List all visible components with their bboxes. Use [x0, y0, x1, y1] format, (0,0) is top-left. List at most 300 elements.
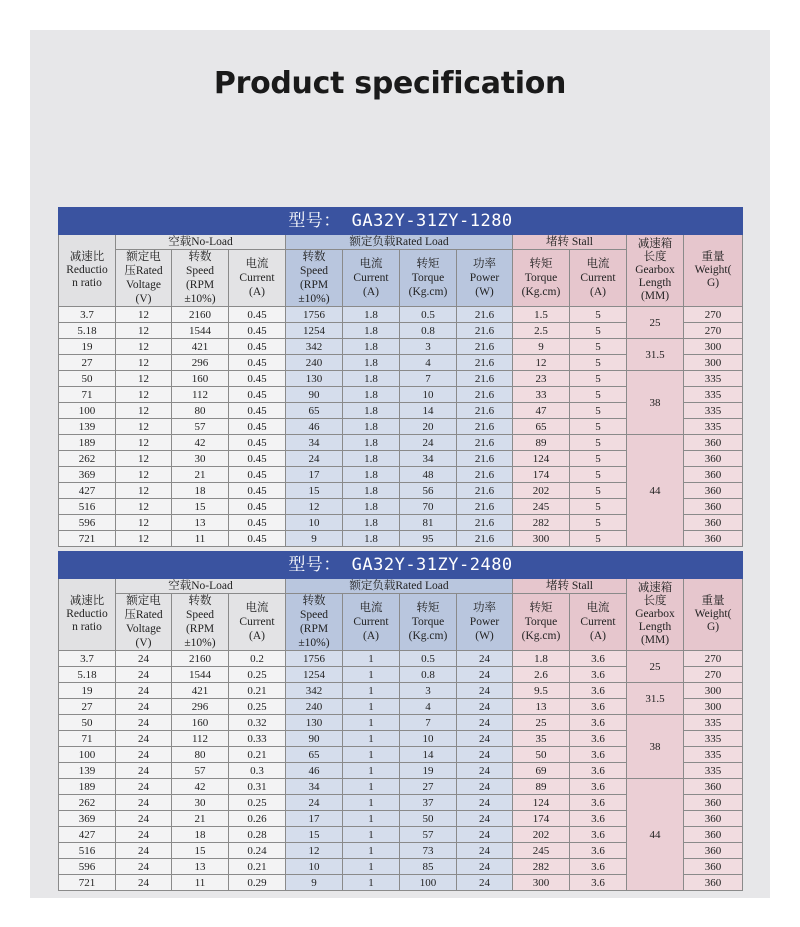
rated-torque-cell: 3 [400, 683, 457, 699]
no-load-speed-cell: 296 [172, 699, 229, 715]
stall-torque-header [513, 250, 570, 307]
table-row [59, 435, 743, 451]
rated-torque-cell: 37 [400, 795, 457, 811]
gearbox-length-cell: 31.5 [627, 339, 684, 371]
stall-torque-header-line: Torque [524, 272, 558, 284]
no-load-speed-cell: 2160 [172, 307, 229, 323]
rated-torque-cell: 95 [400, 531, 457, 547]
rated-speed-cell: 130 [286, 371, 343, 387]
weight-cell: 300 [684, 683, 743, 699]
rated-power-cell: 21.6 [457, 323, 513, 339]
reduction-ratio-cell: 427 [59, 483, 116, 499]
no-load-speed-cell: 112 [172, 731, 229, 747]
no-load-current-cell: 0.45 [229, 467, 286, 483]
weight-cell: 360 [684, 467, 743, 483]
table-row [59, 371, 743, 387]
rated-speed-cell: 342 [286, 339, 343, 355]
weight-cell: 335 [684, 763, 743, 779]
table-row [59, 715, 743, 731]
rated-voltage-header-line: 压Rated [124, 609, 163, 621]
rated-torque-cell: 24 [400, 435, 457, 451]
stall-torque-cell: 35 [513, 731, 570, 747]
rated-current-cell: 1 [343, 683, 400, 699]
reduction-ratio-header-line: Reductio [66, 264, 108, 276]
weight-cell: 335 [684, 419, 743, 435]
weight-cell: 360 [684, 435, 743, 451]
rated-power-cell: 21.6 [457, 339, 513, 355]
reduction-ratio-cell: 71 [59, 731, 116, 747]
table-row [59, 683, 743, 699]
rated-speed-cell: 9 [286, 531, 343, 547]
rated-torque-header [400, 594, 457, 651]
rated-speed-header-line: 转数 [302, 595, 326, 607]
rated-voltage-header-line: 压Rated [124, 265, 163, 277]
no-load-speed-header-line: ±10%) [184, 637, 216, 649]
rated-speed-header-line: Speed [299, 265, 329, 277]
no-load-current-cell: 0.45 [229, 371, 286, 387]
no-load-speed-cell: 13 [172, 515, 229, 531]
rated-current-header-line: (A) [363, 630, 379, 642]
stall-current-cell: 5 [570, 323, 627, 339]
rated-torque-cell: 56 [400, 483, 457, 499]
rated-voltage-cell: 12 [116, 355, 172, 371]
rated-speed-header [286, 594, 343, 651]
stall-torque-cell: 174 [513, 467, 570, 483]
rated-voltage-cell: 24 [116, 843, 172, 859]
rated-speed-cell: 34 [286, 779, 343, 795]
no-load-speed-cell: 296 [172, 355, 229, 371]
rated-speed-header-line: (RPM [299, 279, 329, 291]
rated-voltage-cell: 12 [116, 483, 172, 499]
reduction-ratio-cell: 516 [59, 499, 116, 515]
rated-current-cell: 1 [343, 859, 400, 875]
rated-current-cell: 1.8 [343, 371, 400, 387]
rated-voltage-cell: 24 [116, 715, 172, 731]
rated-voltage-header [116, 594, 172, 651]
rated-speed-cell: 240 [286, 699, 343, 715]
stall-torque-cell: 1.8 [513, 651, 570, 667]
stall-group-header: 堵转 Stall [513, 579, 627, 594]
reduction-ratio-cell: 139 [59, 419, 116, 435]
rated-current-cell: 1.8 [343, 355, 400, 371]
rated-power-cell: 21.6 [457, 435, 513, 451]
rated-power-cell: 21.6 [457, 451, 513, 467]
stall-torque-header [513, 594, 570, 651]
stall-current-cell: 5 [570, 419, 627, 435]
rated-current-cell: 1.8 [343, 339, 400, 355]
weight-cell: 335 [684, 371, 743, 387]
stall-torque-cell: 300 [513, 531, 570, 547]
rated-speed-cell: 24 [286, 795, 343, 811]
no-load-speed-cell: 160 [172, 371, 229, 387]
weight-cell: 270 [684, 323, 743, 339]
stall-current-cell: 3.6 [570, 827, 627, 843]
weight-cell: 360 [684, 483, 743, 499]
stall-torque-cell: 174 [513, 811, 570, 827]
gearbox-length-cell: 38 [627, 371, 684, 435]
rated-power-cell: 21.6 [457, 355, 513, 371]
rated-power-cell: 24 [457, 747, 513, 763]
weight-cell: 360 [684, 531, 743, 547]
stall-current-cell: 5 [570, 403, 627, 419]
rated-current-cell: 1 [343, 747, 400, 763]
rated-power-cell: 21.6 [457, 371, 513, 387]
rated-speed-header [286, 250, 343, 307]
rated-torque-cell: 4 [400, 699, 457, 715]
reduction-ratio-cell: 50 [59, 371, 116, 387]
reduction-ratio-header-line: Reductio [66, 608, 108, 620]
no-load-current-cell: 0.45 [229, 515, 286, 531]
weight-cell: 335 [684, 387, 743, 403]
stall-current-cell: 5 [570, 467, 627, 483]
stall-torque-header-line: 转矩 [529, 602, 553, 614]
gearbox-length-header-line: (MM) [640, 290, 670, 302]
rated-power-cell: 24 [457, 715, 513, 731]
rated-current-cell: 1.8 [343, 499, 400, 515]
reduction-ratio-cell: 189 [59, 779, 116, 795]
rated-voltage-cell: 12 [116, 307, 172, 323]
gearbox-length-header [627, 235, 684, 307]
no-load-current-cell: 0.25 [229, 667, 286, 683]
spec-table-2480 [58, 551, 743, 891]
rated-speed-cell: 46 [286, 419, 343, 435]
reduction-ratio-cell: 596 [59, 515, 116, 531]
no-load-speed-cell: 15 [172, 843, 229, 859]
rated-power-cell: 24 [457, 731, 513, 747]
rated-torque-header-line: 转矩 [416, 258, 440, 270]
rated-current-header [343, 594, 400, 651]
rated-voltage-header-line: Voltage [126, 623, 161, 635]
rated-torque-cell: 0.8 [400, 667, 457, 683]
gearbox-length-cell: 25 [627, 307, 684, 339]
rated-speed-cell: 1756 [286, 651, 343, 667]
gearbox-length-header-line: Length [638, 277, 672, 289]
rated-load-group-header: 额定负载Rated Load [286, 235, 513, 250]
no-load-current-cell: 0.28 [229, 827, 286, 843]
stall-current-cell: 5 [570, 483, 627, 499]
no-load-current-header-line: Current [239, 616, 275, 628]
no-load-current-cell: 0.25 [229, 699, 286, 715]
no-load-speed-header [172, 250, 229, 307]
rated-torque-header [400, 250, 457, 307]
rated-power-cell: 24 [457, 763, 513, 779]
rated-torque-cell: 27 [400, 779, 457, 795]
rated-torque-cell: 10 [400, 731, 457, 747]
rated-voltage-cell: 24 [116, 779, 172, 795]
weight-header [684, 579, 743, 651]
rated-speed-cell: 15 [286, 483, 343, 499]
rated-power-cell: 24 [457, 667, 513, 683]
stall-torque-cell: 89 [513, 435, 570, 451]
rated-speed-cell: 1254 [286, 323, 343, 339]
rated-speed-cell: 9 [286, 875, 343, 891]
rated-voltage-cell: 12 [116, 515, 172, 531]
rated-voltage-cell: 24 [116, 683, 172, 699]
reduction-ratio-header-line: n ratio [72, 277, 102, 289]
rated-torque-header-line: (Kg.cm) [408, 286, 448, 298]
gearbox-length-header-line: 长度 [643, 595, 667, 607]
rated-torque-header-line: Torque [411, 272, 445, 284]
rated-current-cell: 1.8 [343, 483, 400, 499]
reduction-ratio-cell: 516 [59, 843, 116, 859]
reduction-ratio-header-line: n ratio [72, 621, 102, 633]
stall-torque-cell: 282 [513, 515, 570, 531]
stall-torque-cell: 47 [513, 403, 570, 419]
rated-torque-cell: 70 [400, 499, 457, 515]
no-load-speed-header [172, 594, 229, 651]
reduction-ratio-cell: 3.7 [59, 307, 116, 323]
stall-torque-header-line: 转矩 [529, 258, 553, 270]
no-load-current-cell: 0.45 [229, 499, 286, 515]
stall-torque-cell: 124 [513, 795, 570, 811]
no-load-speed-cell: 421 [172, 683, 229, 699]
stall-torque-cell: 1.5 [513, 307, 570, 323]
rated-torque-cell: 57 [400, 827, 457, 843]
reduction-ratio-cell: 71 [59, 387, 116, 403]
stall-torque-cell: 25 [513, 715, 570, 731]
reduction-ratio-cell: 427 [59, 827, 116, 843]
reduction-ratio-cell: 19 [59, 683, 116, 699]
rated-power-cell: 24 [457, 875, 513, 891]
weight-cell: 360 [684, 859, 743, 875]
no-load-speed-header-line: 转数 [188, 595, 212, 607]
rated-power-cell: 24 [457, 843, 513, 859]
table-row [59, 307, 743, 323]
rated-torque-cell: 0.5 [400, 651, 457, 667]
stall-current-header-line: 电流 [586, 602, 610, 614]
rated-speed-cell: 46 [286, 763, 343, 779]
no-load-speed-header-line: (RPM [185, 623, 215, 635]
stall-current-cell: 5 [570, 307, 627, 323]
rated-voltage-header [116, 250, 172, 307]
gearbox-length-header-line: Length [638, 621, 672, 633]
stall-current-cell: 3.6 [570, 779, 627, 795]
gearbox-length-header-line: Gearbox [635, 264, 675, 276]
no-load-current-cell: 0.45 [229, 403, 286, 419]
rated-voltage-cell: 24 [116, 667, 172, 683]
reduction-ratio-cell: 721 [59, 875, 116, 891]
no-load-current-cell: 0.2 [229, 651, 286, 667]
stall-torque-cell: 282 [513, 859, 570, 875]
no-load-speed-cell: 42 [172, 779, 229, 795]
reduction-ratio-cell: 27 [59, 355, 116, 371]
reduction-ratio-cell: 3.7 [59, 651, 116, 667]
rated-voltage-cell: 24 [116, 747, 172, 763]
rated-current-header-line: 电流 [359, 258, 383, 270]
no-load-current-cell: 0.25 [229, 795, 286, 811]
gearbox-length-cell: 38 [627, 715, 684, 779]
rated-power-cell: 24 [457, 859, 513, 875]
rated-voltage-header-line: (V) [135, 637, 152, 649]
rated-power-header [457, 594, 513, 651]
no-load-current-cell: 0.21 [229, 683, 286, 699]
stall-torque-cell: 245 [513, 499, 570, 515]
reduction-ratio-cell: 100 [59, 747, 116, 763]
stall-current-cell: 3.6 [570, 795, 627, 811]
rated-load-group-header: 额定负载Rated Load [286, 579, 513, 594]
stall-current-cell: 3.6 [570, 875, 627, 891]
weight-cell: 300 [684, 339, 743, 355]
rated-torque-cell: 0.5 [400, 307, 457, 323]
reduction-ratio-header [59, 579, 116, 651]
gearbox-length-cell: 31.5 [627, 683, 684, 715]
rated-power-cell: 24 [457, 827, 513, 843]
weight-cell: 360 [684, 515, 743, 531]
weight-header-line: Weight( [694, 608, 732, 620]
reduction-ratio-header-line: 减速比 [69, 595, 105, 607]
gearbox-length-header [627, 579, 684, 651]
stall-current-cell: 3.6 [570, 715, 627, 731]
no-load-current-cell: 0.3 [229, 763, 286, 779]
weight-cell: 335 [684, 747, 743, 763]
no-load-speed-cell: 15 [172, 499, 229, 515]
rated-torque-cell: 4 [400, 355, 457, 371]
rated-speed-cell: 24 [286, 451, 343, 467]
stall-torque-cell: 13 [513, 699, 570, 715]
stall-current-cell: 5 [570, 339, 627, 355]
rated-voltage-cell: 24 [116, 699, 172, 715]
no-load-speed-header-line: Speed [185, 265, 215, 277]
weight-cell: 270 [684, 307, 743, 323]
reduction-ratio-cell: 369 [59, 811, 116, 827]
rated-speed-cell: 1756 [286, 307, 343, 323]
no-load-speed-header-line: (RPM [185, 279, 215, 291]
weight-header-line: G) [706, 277, 720, 289]
rated-current-cell: 1 [343, 827, 400, 843]
weight-header-line: 重量 [701, 251, 725, 263]
no-load-current-header-line: (A) [249, 630, 265, 642]
rated-voltage-cell: 12 [116, 339, 172, 355]
reduction-ratio-cell: 262 [59, 451, 116, 467]
rated-power-cell: 21.6 [457, 499, 513, 515]
stall-current-cell: 5 [570, 499, 627, 515]
no-load-speed-cell: 1544 [172, 323, 229, 339]
stall-current-header-line: Current [580, 616, 616, 628]
rated-torque-cell: 20 [400, 419, 457, 435]
no-load-speed-cell: 57 [172, 419, 229, 435]
reduction-ratio-header-line: 减速比 [69, 251, 105, 263]
stall-current-cell: 5 [570, 435, 627, 451]
rated-voltage-cell: 24 [116, 811, 172, 827]
rated-voltage-cell: 12 [116, 403, 172, 419]
stall-torque-cell: 12 [513, 355, 570, 371]
stall-current-cell: 5 [570, 387, 627, 403]
rated-power-cell: 21.6 [457, 467, 513, 483]
rated-power-cell: 24 [457, 811, 513, 827]
rated-speed-cell: 1254 [286, 667, 343, 683]
reduction-ratio-cell: 5.18 [59, 323, 116, 339]
rated-torque-cell: 0.8 [400, 323, 457, 339]
stall-torque-header-line: Torque [524, 616, 558, 628]
weight-cell: 270 [684, 651, 743, 667]
no-load-speed-cell: 21 [172, 467, 229, 483]
stall-torque-cell: 245 [513, 843, 570, 859]
no-load-speed-cell: 18 [172, 827, 229, 843]
stall-current-header [570, 250, 627, 307]
rated-current-cell: 1.8 [343, 323, 400, 339]
stall-torque-cell: 69 [513, 763, 570, 779]
no-load-speed-cell: 21 [172, 811, 229, 827]
stall-current-header-line: (A) [590, 630, 606, 642]
rated-current-cell: 1 [343, 763, 400, 779]
no-load-current-cell: 0.21 [229, 859, 286, 875]
stall-current-header-line: (A) [590, 286, 606, 298]
no-load-current-header-line: (A) [249, 286, 265, 298]
rated-torque-cell: 7 [400, 371, 457, 387]
stall-current-cell: 3.6 [570, 651, 627, 667]
stall-current-cell: 3.6 [570, 747, 627, 763]
rated-power-cell: 21.6 [457, 419, 513, 435]
weight-cell: 300 [684, 355, 743, 371]
weight-cell: 335 [684, 715, 743, 731]
rated-speed-cell: 65 [286, 747, 343, 763]
reduction-ratio-cell: 721 [59, 531, 116, 547]
no-load-speed-header-line: ±10%) [184, 293, 216, 305]
rated-voltage-header-line: Voltage [126, 279, 161, 291]
stall-torque-cell: 300 [513, 875, 570, 891]
rated-current-header-line: 电流 [359, 602, 383, 614]
rated-speed-cell: 10 [286, 859, 343, 875]
rated-voltage-cell: 12 [116, 435, 172, 451]
rated-speed-header-line: ±10%) [298, 637, 330, 649]
rated-voltage-cell: 24 [116, 763, 172, 779]
rated-speed-cell: 17 [286, 467, 343, 483]
rated-torque-cell: 7 [400, 715, 457, 731]
table-row [59, 339, 743, 355]
stall-current-cell: 5 [570, 355, 627, 371]
rated-speed-header-line: (RPM [299, 623, 329, 635]
rated-power-cell: 24 [457, 779, 513, 795]
rated-power-cell: 21.6 [457, 531, 513, 547]
no-load-current-cell: 0.26 [229, 811, 286, 827]
reduction-ratio-cell: 27 [59, 699, 116, 715]
reduction-ratio-cell: 139 [59, 763, 116, 779]
rated-current-cell: 1 [343, 875, 400, 891]
stall-torque-cell: 2.5 [513, 323, 570, 339]
stall-torque-header-line: (Kg.cm) [521, 286, 561, 298]
rated-power-header-line: Power [469, 616, 500, 628]
no-load-speed-header-line: 转数 [188, 251, 212, 263]
table-row [59, 779, 743, 795]
weight-cell: 335 [684, 731, 743, 747]
rated-speed-cell: 90 [286, 731, 343, 747]
weight-cell: 360 [684, 827, 743, 843]
rated-current-cell: 1 [343, 651, 400, 667]
no-load-speed-cell: 30 [172, 795, 229, 811]
reduction-ratio-cell: 50 [59, 715, 116, 731]
reduction-ratio-cell: 189 [59, 435, 116, 451]
stall-current-header-line: 电流 [586, 258, 610, 270]
weight-cell: 360 [684, 499, 743, 515]
no-load-speed-cell: 80 [172, 403, 229, 419]
rated-current-cell: 1.8 [343, 435, 400, 451]
no-load-current-cell: 0.45 [229, 531, 286, 547]
reduction-ratio-header [59, 235, 116, 307]
stall-torque-cell: 33 [513, 387, 570, 403]
gearbox-length-header-line: 减速箱 [637, 582, 673, 594]
rated-voltage-cell: 12 [116, 531, 172, 547]
no-load-current-cell: 0.45 [229, 419, 286, 435]
rated-torque-cell: 34 [400, 451, 457, 467]
reduction-ratio-cell: 5.18 [59, 667, 116, 683]
no-load-current-cell: 0.33 [229, 731, 286, 747]
stall-group-header: 堵转 Stall [513, 235, 627, 250]
rated-torque-header-line: Torque [411, 616, 445, 628]
stall-current-cell: 5 [570, 515, 627, 531]
stall-torque-cell: 23 [513, 371, 570, 387]
no-load-group-header: 空载No-Load [116, 235, 286, 250]
rated-torque-cell: 85 [400, 859, 457, 875]
